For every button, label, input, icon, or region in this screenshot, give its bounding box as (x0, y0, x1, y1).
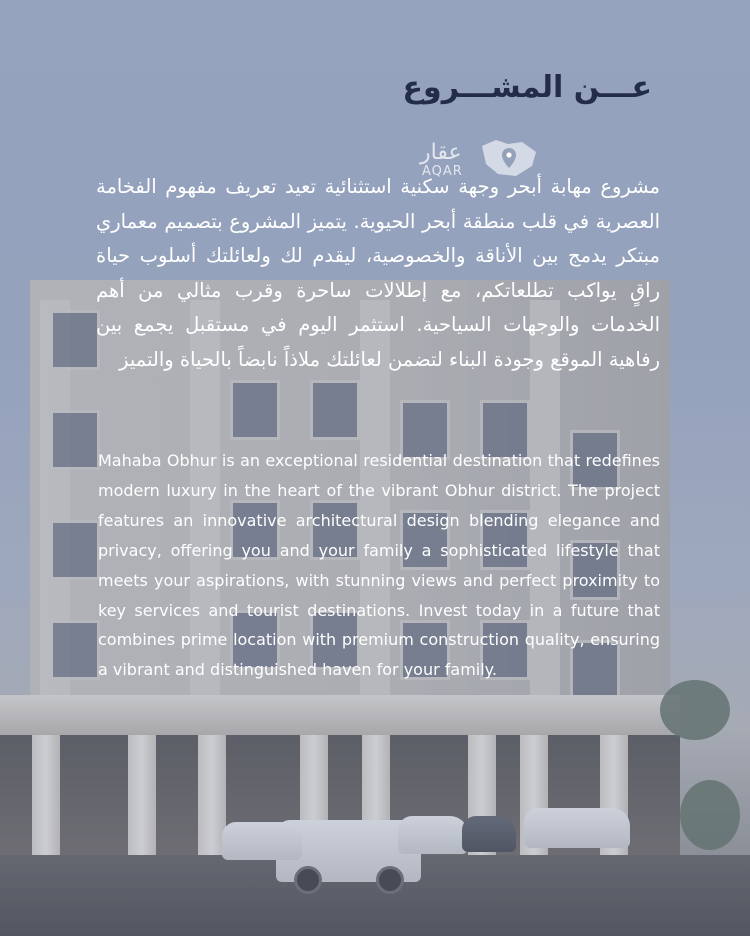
section-heading: عـــن المشـــروع (402, 70, 652, 105)
arabic-description: مشروع مهابة أبحر وجهة سكنية استثنائية تعيد تعريف مفهوم الفخامة العصرية في قلب منطقة أبحر الحيوية. يتميز المشروع بتصميم معماري مبتكر يدمج بين الأناقة والخصوصية، ليقدم لك ولعائلتك أسلوب حياة راقٍ يواكب تطلعاتكم، مع إطلالات ساحرة وقرب مثالي من أهم الخدمات والوجهات السياحية. استثمر اليوم في مستقبل يجمع بين رفاهية الموقع وجودة البناء لتضمن لعائلتك ملاذاً نابضاً بالحياة والتميز (96, 175, 660, 371)
logo-english-text: AQAR (422, 164, 463, 179)
logo-arabic-text: عقار (420, 140, 462, 165)
english-description: Mahaba Obhur is an exceptional residential destination that redefines modern luxury in the heart of the vibrant Obhur district. The project features an innovative architectural design blending elegance and privacy, offering you and your family a sophisticated lifestyle that meets your aspirations, with stunning views and perfect proximity to key services and tourist destinations. Invest today in a future that combines prime location with premium construction quality, ensuring a vibrant and distinguished haven for your family. (98, 451, 660, 680)
